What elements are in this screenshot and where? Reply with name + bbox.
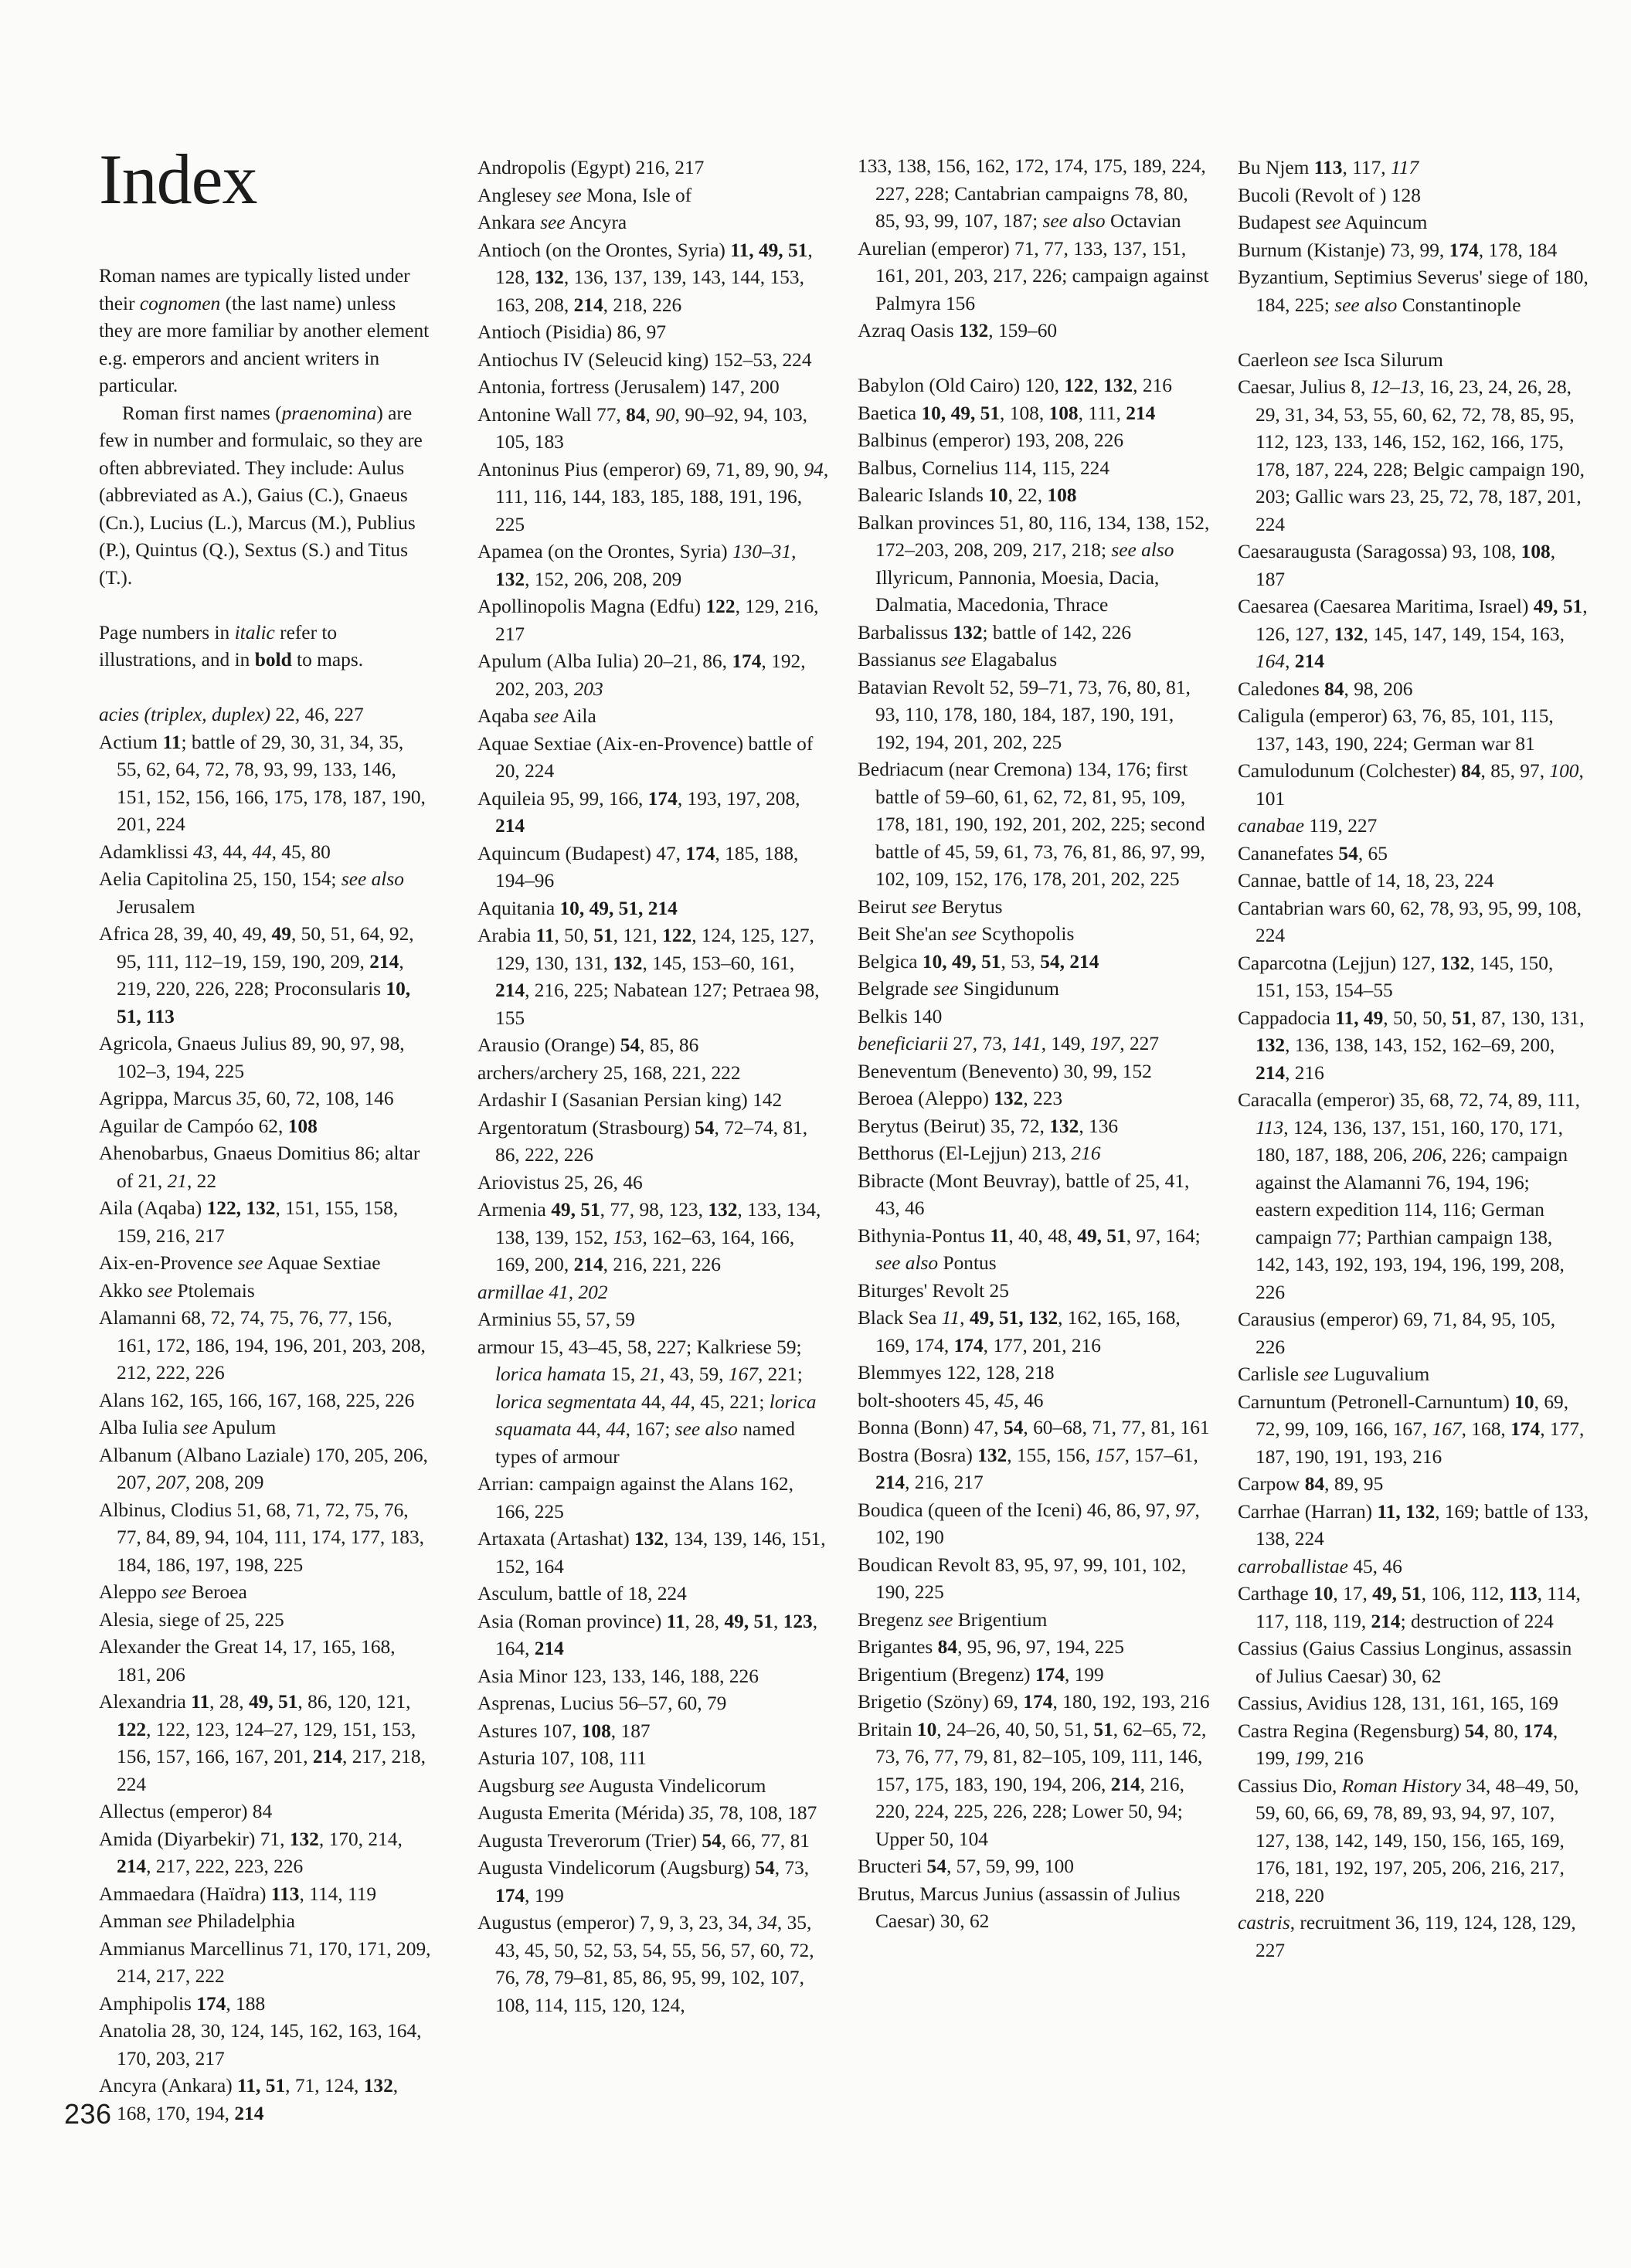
index-entry: Alamanni 68, 72, 74, 75, 76, 77, 156, 161, 172, 186, 194, 196, 201, 203, 208, 212, 222, 226 — [99, 1307, 426, 1384]
index-entry: Bithynia-Pontus 11, 40, 48, 49, 51, 97, 164; see also Pontus — [858, 1224, 1201, 1274]
index-entry: Caligula (emperor) 63, 76, 85, 101, 115, 137, 143, 190, 224; German war 81 — [1238, 705, 1554, 755]
index-entry: Asia Minor 123, 133, 146, 188, 226 — [477, 1665, 759, 1687]
index-entry: Brigetio (Szöny) 69, 174, 180, 192, 193, 216 — [858, 1691, 1210, 1713]
letter-section-gap — [1238, 319, 1589, 347]
index-entry: Barbalissus 132; battle of 142, 226 — [858, 621, 1132, 643]
index-entry: Augusta Vindelicorum (Augsburg) 54, 73, 174, 199 — [477, 1857, 810, 1906]
index-entry: Cappadocia 11, 49, 50, 50, 51, 87, 130, 131, 132, 136, 138, 143, 152, 162–69, 200, 214, 216 — [1238, 1007, 1585, 1084]
spacer — [99, 592, 431, 620]
index-entry: Balbinus (emperor) 193, 208, 226 — [858, 429, 1124, 451]
page-number: 236 — [64, 2098, 112, 2130]
letter-section-gap — [858, 345, 1213, 373]
index-entry: Bassianus see Elagabalus — [858, 649, 1058, 671]
index-entry: Bedriacum (near Cremona) 134, 176; first battle of 59–60, 61, 62, 72, 81, 95, 109, 178, 181, 190, 192, 201, 202, 225; second battle of 45, 59, 61, 73, 76, 81, 86, 97, 99, 102, 109, 152, 176, 178, 201, 202, 225 — [858, 759, 1205, 890]
index-column-3 — [858, 153, 1213, 1936]
index-entry: armour 15, 43–45, 58, 227; Kalkriese 59; lorica hamata 15, 21, 43, 59, 167, 221; lorica segmentata 44, 44, 45, 221; lorica squamata 44, 44, 167; see also named types of armour — [477, 1336, 817, 1468]
index-entry: Ahenobarbus, Gnaeus Domitius 86; altar of 21, 21, 22 — [99, 1142, 420, 1192]
index-entry: Amman see Philadelphia — [99, 1910, 295, 1932]
index-entry: Augusta Treverorum (Trier) 54, 66, 77, 81 — [477, 1829, 810, 1852]
index-entry: Cassius, Avidius 128, 131, 161, 165, 169 — [1238, 1693, 1558, 1714]
index-entry: Bructeri 54, 57, 59, 99, 100 — [858, 1855, 1074, 1877]
index-entry: archers/archery 25, 168, 221, 222 — [477, 1061, 741, 1084]
index-entry: Alba Iulia see Apulum — [99, 1417, 277, 1438]
page-title: Index — [99, 140, 257, 219]
index-entry: Bibracte (Mont Beuvray), battle of 25, 41, 43, 46 — [858, 1170, 1190, 1219]
index-entry: Azraq Oasis 132, 159–60 — [858, 320, 1058, 341]
index-entry: Bregenz see Brigentium — [858, 1608, 1048, 1631]
index-entry: Balkan provinces 51, 80, 116, 134, 138, 152, 172–203, 208, 209, 217, 218; see also Illyricum, Pannonia, Moesia, Dacia, Dalmatia, Macedonia, Thrace — [858, 511, 1210, 616]
index-entry: Castra Regina (Regensburg) 54, 80, 174, 199, 199, 216 — [1238, 1720, 1558, 1769]
index-entry: Anglesey see Mona, Isle of — [477, 184, 692, 206]
index-entry: Caracalla (emperor) 35, 68, 72, 74, 89, 111, 113, 124, 136, 137, 151, 160, 170, 171, 180, 187, 188, 206, 206, 226; campaign against the Alamanni 76, 194, 196; eastern expedition 114, 116; German campaign 77; Parthian campaign 138, 142, 143, 192, 193, 194, 196, 199, 208, 226 — [1238, 1089, 1581, 1303]
index-entry: Biturges' Revolt 25 — [858, 1279, 1009, 1302]
index-entry: Ancyra (Ankara) 11, 51, 71, 124, 132, 168, 170, 194, 214 — [99, 2075, 399, 2124]
spacer — [99, 674, 431, 702]
index-entry: Belkis 140 — [858, 1005, 943, 1027]
index-entry: beneficiarii 27, 73, 141, 149, 197, 227 — [858, 1033, 1160, 1054]
index-entry: Argentoratum (Strasbourg) 54, 72–74, 81, 86, 222, 226 — [477, 1116, 808, 1166]
index-entry: Armenia 49, 51, 77, 98, 123, 132, 133, 134, 138, 139, 152, 153, 162–63, 164, 166, 169, 200, 214, 216, 221, 226 — [477, 1199, 821, 1275]
index-entry: Adamklissi 43, 44, 44, 45, 80 — [99, 840, 331, 863]
index-entry: Augustus (emperor) 7, 9, 3, 23, 34, 34, 35, 43, 45, 50, 52, 53, 54, 55, 56, 57, 60, 72, 76, 78, 79–81, 85, 86, 95, 99, 102, 107, 108, 114, 115, 120, 124, — [477, 1912, 814, 2016]
index-entry: Ankara see Ancyra — [477, 212, 627, 233]
index-entry: Antiochus IV (Seleucid king) 152–53, 224 — [477, 348, 812, 371]
index-entry: Cannae, battle of 14, 18, 23, 224 — [1238, 870, 1494, 891]
index-entry: Brigantes 84, 95, 96, 97, 194, 225 — [858, 1636, 1124, 1658]
index-entry: 133, 138, 156, 162, 172, 174, 175, 189, 224, 227, 228; Cantabrian campaigns 78, 80, 85, 93, 99, 107, 187; see also Octavian — [858, 155, 1206, 232]
intro-paragraph: Page numbers in italic refer to illustrations, and in bold to maps. — [99, 621, 364, 671]
index-entry: Aurelian (emperor) 71, 77, 133, 137, 151, 161, 201, 203, 217, 226; campaign against Palmyra 156 — [858, 237, 1209, 314]
index-entry: Boudican Revolt 83, 95, 97, 99, 101, 102, 190, 225 — [858, 1553, 1187, 1603]
index-entry: Carrhae (Harran) 11, 132, 169; battle of 133, 138, 224 — [1238, 1500, 1589, 1550]
index-entry: Caerleon see Isca Silurum — [1238, 348, 1443, 371]
index-entry: Augsburg see Augusta Vindelicorum — [477, 1774, 766, 1797]
index-entry: Carausius (emperor) 69, 71, 84, 95, 105, 226 — [1238, 1309, 1556, 1358]
index-entry: Arminius 55, 57, 59 — [477, 1309, 635, 1330]
index-entry: Ardashir I (Sasanian Persian king) 142 — [477, 1089, 783, 1111]
intro-paragraph: Roman first names (praenomina) are few in number and formulaic, so they are often abbreviated. They include: Aulus (abbreviated as A.), Gaius (C.), Gnaeus (Cn.), Lucius (L.), Marcus (M.), Publius (P.), Quintus (Q.), Sextus (S.) and Titus (T.). — [99, 402, 423, 589]
index-entry: Aelia Capitolina 25, 150, 154; see also Jerusalem — [99, 868, 404, 918]
index-entry: Agricola, Gnaeus Julius 89, 90, 97, 98, 102–3, 194, 225 — [99, 1033, 405, 1082]
index-entry: Amphipolis 174, 188 — [99, 1992, 266, 2015]
index-entry: Anatolia 28, 30, 124, 145, 162, 163, 164, 170, 203, 217 — [99, 2020, 422, 2069]
index-entry: Aleppo see Beroea — [99, 1581, 247, 1603]
index-entry: Aquitania 10, 49, 51, 214 — [477, 897, 678, 919]
index-entry: Belgica 10, 49, 51, 53, 54, 214 — [858, 950, 1099, 973]
index-column-4 — [1238, 154, 1589, 1964]
index-entry: Andropolis (Egypt) 216, 217 — [477, 157, 705, 178]
index-entry: Beirut see Berytus — [858, 895, 1003, 918]
index-entry: Antonia, fortress (Jerusalem) 147, 200 — [477, 376, 780, 398]
index-entry: Belgrade see Singidunum — [858, 978, 1059, 1000]
index-entry: Cassius Dio, Roman History 34, 48–49, 50, 59, 60, 66, 69, 78, 89, 93, 94, 97, 107, 127, 138, 142, 149, 150, 156, 165, 169, 176, 181, 192, 197, 205, 206, 216, 217, 218, 220 — [1238, 1774, 1579, 1906]
index-entry: Apollinopolis Magna (Edfu) 122, 129, 216, 217 — [477, 596, 819, 645]
index-entry: Burnum (Kistanje) 73, 99, 174, 178, 184 — [1238, 239, 1558, 261]
index-entry: armillae 41, 202 — [477, 1281, 608, 1303]
index-entry: Bucoli (Revolt of ) 128 — [1238, 184, 1421, 206]
index-entries — [99, 701, 431, 2127]
index-entry: canabae 119, 227 — [1238, 815, 1378, 837]
index-entry: bolt-shooters 45, 45, 46 — [858, 1389, 1044, 1411]
index-entry: Apamea (on the Orontes, Syria) 130–31, 132, 152, 206, 208, 209 — [477, 541, 797, 590]
index-entry: Berytus (Beirut) 35, 72, 132, 136 — [858, 1115, 1119, 1137]
index-entry: Black Sea 11, 49, 51, 132, 162, 165, 168, 169, 174, 174, 177, 201, 216 — [858, 1307, 1181, 1356]
index-entry: Ammaedara (Haïdra) 113, 114, 119 — [99, 1883, 377, 1905]
index-entry: Amida (Diyarbekir) 71, 132, 170, 214, 214, 217, 222, 223, 226 — [99, 1828, 403, 1877]
index-entry: Arabia 11, 50, 51, 121, 122, 124, 125, 127, 129, 130, 131, 132, 145, 153–60, 161, 214, 216, 225; Nabatean 127; Petraea 98, 155 — [477, 925, 820, 1029]
index-entry: Balbus, Cornelius 114, 115, 224 — [858, 457, 1110, 479]
index-entry: Bonna (Bonn) 47, 54, 60–68, 71, 77, 81, 161 — [858, 1417, 1210, 1438]
index-entry: Betthorus (El-Lejjun) 213, 216 — [858, 1142, 1101, 1164]
index-entry: Apulum (Alba Iulia) 20–21, 86, 174, 192, 202, 203, 203 — [477, 650, 806, 700]
index-entry: Carlisle see Luguvalium — [1238, 1363, 1430, 1385]
index-entry: Albanum (Albano Laziale) 170, 205, 206, 207, 207, 208, 209 — [99, 1444, 428, 1493]
index-entry: Alexandria 11, 28, 49, 51, 86, 120, 121, 122, 122, 123, 124–27, 129, 151, 153, 156, 157, 166, 167, 201, 214, 217, 218, 224 — [99, 1691, 426, 1795]
index-entry: Agrippa, Marcus 35, 60, 72, 108, 146 — [99, 1088, 394, 1109]
index-entry: Beneventum (Benevento) 30, 99, 152 — [858, 1060, 1152, 1082]
index-entry: Aqaba see Aila — [477, 705, 596, 727]
index-entry: Cassius (Gaius Cassius Longinus, assassin of Julius Caesar) 30, 62 — [1238, 1638, 1572, 1687]
index-entry: Ariovistus 25, 26, 46 — [477, 1171, 643, 1193]
index-entry: Artaxata (Artashat) 132, 134, 139, 146, 151, 152, 164 — [477, 1528, 826, 1577]
index-entry: Alans 162, 165, 166, 167, 168, 225, 226 — [99, 1389, 415, 1411]
index-entry: Carpow 84, 89, 95 — [1238, 1473, 1384, 1495]
index-entry: Astures 107, 108, 187 — [477, 1720, 651, 1742]
index-entry: Antoninus Pius (emperor) 69, 71, 89, 90, 94, 111, 116, 144, 183, 185, 188, 191, 196, 225 — [477, 458, 829, 535]
index-entry: Carnuntum (Petronell-Carnuntum) 10, 69, 72, 99, 109, 166, 167, 167, 168, 174, 177, 187, 190, 191, 193, 216 — [1238, 1390, 1585, 1468]
index-entry: Arrian: campaign against the Alans 162, 166, 225 — [477, 1473, 793, 1523]
index-entry: Aquincum (Budapest) 47, 174, 185, 188, 194–96 — [477, 842, 799, 891]
index-entry: Boudica (queen of the Iceni) 46, 86, 97, 97, 102, 190 — [858, 1499, 1200, 1548]
index-entry: Brigentium (Bregenz) 174, 199 — [858, 1663, 1104, 1686]
index-entry: Arausio (Orange) 54, 85, 86 — [477, 1034, 699, 1056]
index-entry: Augusta Emerita (Mérida) 35, 78, 108, 187 — [477, 1802, 817, 1824]
index-entry: acies (triplex, duplex) 22, 46, 227 — [99, 704, 364, 725]
index-entry: Caesarea (Caesarea Maritima, Israel) 49, 51, 126, 127, 132, 145, 147, 149, 154, 163, 164, 214 — [1238, 596, 1588, 672]
index-entry: Asturia 107, 108, 111 — [477, 1747, 647, 1769]
intro-paragraph: Roman names are typically listed under their cognomen (the last name) unless they are more familiar by another element e.g. emperors and ancient writers in particular. — [99, 265, 430, 396]
index-entry: Asia (Roman province) 11, 28, 49, 51, 123, 164, 214 — [477, 1610, 818, 1659]
index-entry: Alexander the Great 14, 17, 165, 168, 181, 206 — [99, 1636, 396, 1686]
index-entry: Aila (Aqaba) 122, 132, 151, 155, 158, 159, 216, 217 — [99, 1197, 399, 1247]
index-entry: castris, recruitment 36, 119, 124, 128, 129, 227 — [1238, 1912, 1576, 1961]
index-entry: Cananefates 54, 65 — [1238, 842, 1388, 864]
index-entry: Carthage 10, 17, 49, 51, 106, 112, 113, 114, 117, 118, 119, 214; destruction of 224 — [1238, 1583, 1581, 1632]
index-entry: Babylon (Old Cairo) 120, 122, 132, 216 — [858, 375, 1172, 396]
index-entry: Bu Njem 113, 117, 117 — [1238, 157, 1419, 178]
index-entry: Antonine Wall 77, 84, 90, 90–92, 94, 103, 105, 183 — [477, 403, 808, 453]
index-entry: Cantabrian wars 60, 62, 78, 93, 95, 99, 108, 224 — [1238, 897, 1582, 946]
index-entry: Baetica 10, 49, 51, 108, 108, 111, 214 — [858, 402, 1156, 424]
index-entry: Beit She'an see Scythopolis — [858, 923, 1075, 945]
index-column-2 — [477, 154, 829, 2019]
index-entry: Allectus (emperor) 84 — [99, 1801, 273, 1822]
index-entry: Blemmyes 122, 128, 218 — [858, 1362, 1055, 1384]
index-entry: Antioch (Pisidia) 86, 97 — [477, 321, 667, 343]
index-entry: Actium 11; battle of 29, 30, 31, 34, 35, 55, 62, 64, 72, 78, 93, 99, 133, 146, 151, 152, 156, 166, 175, 178, 187, 190, 201, 224 — [99, 731, 426, 835]
index-entry: Batavian Revolt 52, 59–71, 73, 76, 80, 81, 93, 110, 178, 180, 184, 187, 190, 191, 192, 194, 201, 202, 225 — [858, 676, 1191, 753]
index-entry: Aquae Sextiae (Aix-en-Provence) battle of 20, 224 — [477, 732, 814, 782]
index-entry: Bostra (Bosra) 132, 155, 156, 157, 157–61, 214, 216, 217 — [858, 1444, 1198, 1493]
index-entry: Camulodunum (Colchester) 84, 85, 97, 100, 101 — [1238, 760, 1584, 810]
index-entry: Caesar, Julius 8, 12–13, 16, 23, 24, 26, 28, 29, 31, 34, 53, 55, 60, 62, 72, 78, 85, 95, 112, 123, 133, 146, 152, 162, 166, 175, 178, 187, 224, 228; Belgic campaign 190, 203; Gallic wars 23, 25, 72, 78, 187, 201, 224 — [1238, 376, 1585, 535]
index-entry: Budapest see Aquincum — [1238, 212, 1428, 233]
index-entry: carroballistae 45, 46 — [1238, 1555, 1402, 1577]
index-entry: Aguilar de Campóo 62, 108 — [99, 1115, 318, 1137]
index-entry: Antioch (on the Orontes, Syria) 11, 49, 51, 128, 132, 136, 137, 139, 143, 144, 153, 163, 208, 214, 218, 226 — [477, 239, 813, 316]
index-entry: Brutus, Marcus Junius (assassin of Julius Caesar) 30, 62 — [858, 1883, 1181, 1932]
index-entry: Caledones 84, 98, 206 — [1238, 677, 1413, 700]
index-entry: Aquileia 95, 99, 166, 174, 193, 197, 208, 214 — [477, 787, 800, 837]
index-entry: Ammianus Marcellinus 71, 170, 171, 209, 214, 217, 222 — [99, 1937, 431, 1987]
index-entry: Asprenas, Lucius 56–57, 60, 79 — [477, 1693, 727, 1714]
index-entry: Byzantium, Septimius Severus' siege of 180, 184, 225; see also Constantinople — [1238, 267, 1589, 316]
index-entry: Albinus, Clodius 51, 68, 71, 72, 75, 76, 77, 84, 89, 94, 104, 111, 174, 177, 183, 184, 186, 197, 198, 225 — [99, 1499, 425, 1576]
index-entry: Asculum, battle of 18, 224 — [477, 1583, 687, 1604]
index-column-1 — [99, 263, 431, 2127]
index-entry: Akko see Ptolemais — [99, 1279, 255, 1302]
index-entry: Britain 10, 24–26, 40, 50, 51, 51, 62–65, 72, 73, 76, 77, 79, 81, 82–105, 109, 111, 146, 157, 175, 183, 190, 194, 206, 214, 216, 220, 224, 225, 226, 228; Lower 50, 94; Upper 50, 104 — [858, 1718, 1207, 1850]
index-entry: Aix-en-Provence see Aquae Sextiae — [99, 1252, 381, 1274]
index-entry: Alesia, siege of 25, 225 — [99, 1608, 284, 1631]
index-entry: Caesaraugusta (Saragossa) 93, 108, 108, 187 — [1238, 541, 1556, 590]
index-entry: Beroea (Aleppo) 132, 223 — [858, 1088, 1063, 1109]
index-entry: Africa 28, 39, 40, 49, 49, 50, 51, 64, 92, 95, 111, 112–19, 159, 190, 209, 214, 219, 220, 226, 228; Proconsularis 10, 51, 113 — [99, 923, 414, 1027]
index-entry: Caparcotna (Lejjun) 127, 132, 145, 150, 151, 153, 154–55 — [1238, 952, 1554, 1001]
index-entry: Balearic Islands 10, 22, 108 — [858, 484, 1077, 506]
